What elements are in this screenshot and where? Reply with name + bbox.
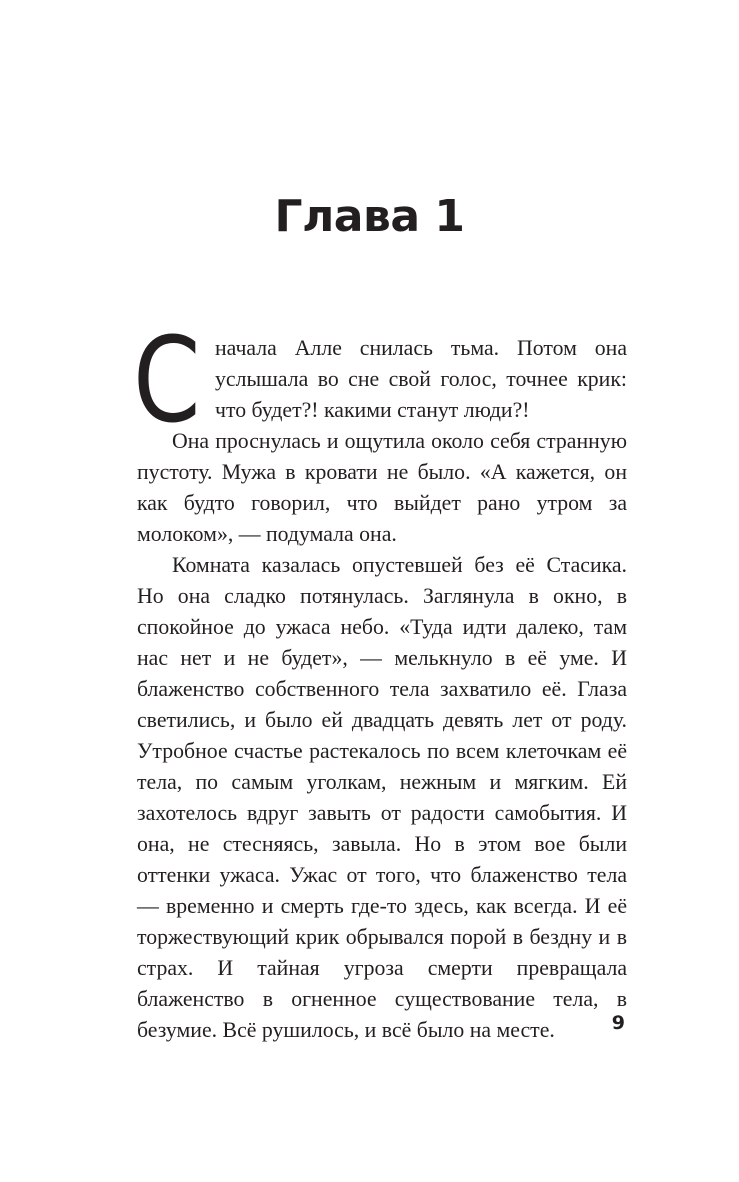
chapter-text	[133, 311, 627, 1046]
paragraph-3: Комната казалась опустевшей без её Стасика. Но она сладко потянулась. Заглянула в окно, в спокойное до ужаса небо. «Туда идти далеко, там нас нет и не будет», — мелькнуло в её уме. И блаженство собственного тела захватило её. Глаза светились, и было ей двадцать девять лет от роду. Утробное счастье растекалось по всем клеточкам её тела, по самым уголкам, нежным и мягким. Ей захотелось вдруг завыть от радости самобытия. И она, не стесняясь, завыла. Но в этом вое были оттенки ужаса. Ужас от того, что блаженство тела — временно и смерть где-то здесь, как всегда. И её торжествующий крик обрывался порой в бездну и в страх. И тайная угроза смерти превращала блаженство в огненное существование тела, в безумие. Всё рушилось, и всё было на месте.	[137, 553, 627, 1042]
paragraph-2: Она проснулась и ощутила около себя странную пустоту. Мужа в кровати не было. «А кажется, он как будто говорил, что выйдет рано утром за молоком», — подумала она.	[137, 429, 627, 546]
paragraph-1	[133, 311, 627, 449]
chapter-title: Глава 1	[274, 191, 465, 243]
drop-cap: С	[133, 311, 201, 449]
paragraph-1-text: начала Алле снилась тьма. Потом она услышала во сне свой голос, точнее крик: что будет?! какими станут люди?!	[215, 336, 627, 422]
page-number: 9	[611, 1012, 625, 1034]
